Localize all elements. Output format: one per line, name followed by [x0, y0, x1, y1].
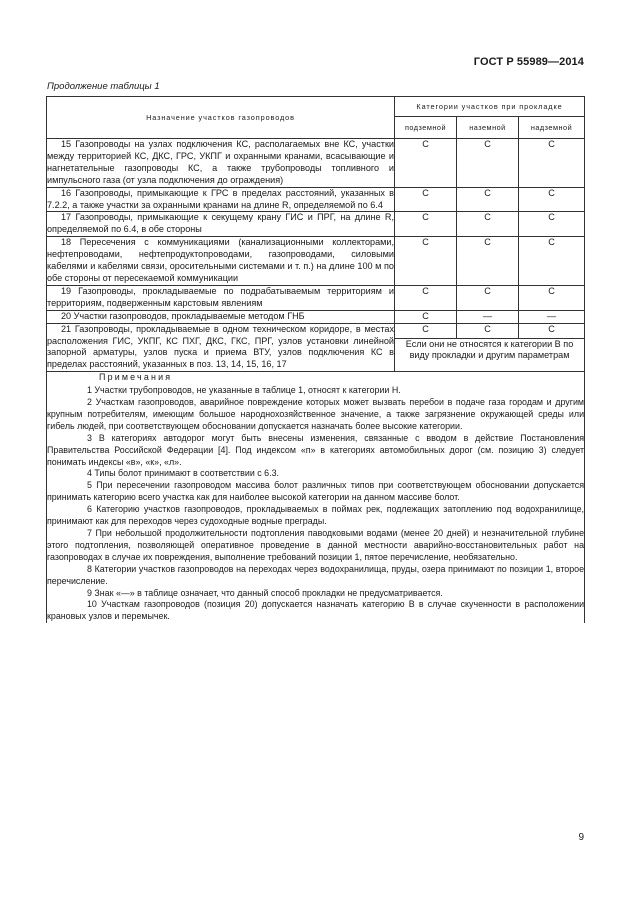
row-value-ground: С [457, 285, 519, 310]
column-header-name: Назначение участков газопроводов [47, 97, 395, 139]
row-description: 15 Газопроводы на узлах подключения КС, располагаемых вне КС, участки между территорией КС, ДКС, ГРС, УКПГ и охранными кранами, всасывающие и нагнетательные газопроводы КС, а также трубопроводы топливного и импульсного газа (от узла подключения до ограждения) [47, 139, 395, 188]
row-value-overground: С [519, 212, 585, 237]
table-row [47, 212, 585, 237]
row-value-ground: С [457, 212, 519, 237]
row-value-underground: С [395, 310, 457, 323]
table-row [47, 310, 585, 323]
table-row [47, 187, 585, 212]
row-description: 20 Участки газопроводов, прокладываемые методом ГНБ [47, 310, 395, 323]
page-number: 9 [578, 832, 584, 843]
note-item: 9 Знак «—» в таблице означает, что данный способ прокладки не предусматривается. [87, 587, 443, 598]
table-row [47, 237, 585, 286]
note-item: 3 В категориях автодорог могут быть внесены изменения, связанные с вводом в действие Постановления Правительства Российской Федерации [4]. Под индексом «п» в категориях автомобильных дорог (см. позицию 3) следует понимать индексы «в», «к», «л». [47, 432, 585, 467]
row-value-ground: — [457, 310, 519, 323]
row-value-overground: — [519, 310, 585, 323]
categories-table [46, 96, 585, 623]
note-item: 5 При пересечении газопроводом массива болот различных типов при соответствующем обосновании допускается принимать категорию всего участка как для наиболее высокой категории на данном массиве болот. [47, 480, 585, 503]
row-description: 18 Пересечения с коммуникациями (канализационными коллекторами, нефтепроводами, нефтепродуктопроводами, газопроводами, силовыми кабелями и кабелями связи, оросительными системами и т. п.) на длине 100 м по обе стороны от пересекаемой коммуникации [47, 237, 395, 286]
row-value-ground: С [457, 139, 519, 188]
column-header-category: Категории участков при прокладке [395, 97, 585, 117]
row-value-underground: С [395, 212, 457, 237]
row-value-underground: С [395, 139, 457, 188]
row-value-overground: С [519, 237, 585, 286]
document-id: ГОСТ Р 55989—2014 [473, 56, 584, 68]
row-value-underground: С [395, 187, 457, 212]
row-value-ground: С [457, 237, 519, 286]
row-value-overground: С [519, 187, 585, 212]
row-description: 17 Газопроводы, примыкающие к секущему крану ГИС и ПРГ, на длине R, определяемой по 6.4, в обе стороны [47, 212, 395, 237]
table-row [47, 139, 585, 188]
row-value-underground: С [395, 285, 457, 310]
row-value-overground: С [519, 139, 585, 188]
row-value-underground: С [395, 323, 457, 338]
note-item: 1 Участки трубопроводов, не указанные в таблице 1, относят к категории Н. [87, 385, 401, 396]
row-description: 16 Газопроводы, примыкающие к ГРС в пределах расстояний, указанных в 7.2.2, а также участки за охранными кранами на длине R, определяемой по 6.4 [47, 187, 395, 212]
notes-block [47, 372, 585, 624]
note-item: 7 При небольшой продолжительности подтопления паводковыми водами (менее 20 дней) и незначительной глубине этого подтопления, позволяющей оперативное проведение в данной местности аварийно-восстановительных работ на газопроводах в случае их повреждения, выполнение требований позиции 1, пятое перечисление, необязательно. [47, 528, 585, 562]
row-description: 19 Газопроводы, прокладываемые по подрабатываемым территориям и территориям, подверженным карстовым явлениям [47, 285, 395, 310]
row-value-overground: С [519, 285, 585, 310]
row-value-ground: С [457, 187, 519, 212]
note-item: 8 Категории участков газопроводов на переходах через водохранилища, пруды, озера принимают по позиции 1, второе перечисление. [47, 563, 585, 586]
note-item: 6 Категорию участков газопроводов, прокладываемых в поймах рек, подлежащих затоплению под водохранилище, принимают как для переходов через судоходные водные преграды. [47, 504, 585, 527]
note-item: 10 Участкам газопроводов (позиция 20) допускается назначать категорию В в случае скученности в расположении крановых узлов и перемычек. [47, 599, 585, 622]
row-note: Если они не относятся к категории В по виду прокладки и другим параметрам [395, 338, 585, 372]
table-row [47, 323, 585, 338]
notes-title: Примечания [99, 372, 173, 383]
subheader-overground: надземной [519, 117, 585, 139]
subheader-ground: наземной [457, 117, 519, 139]
notes-row [47, 372, 585, 624]
row-value-overground: С [519, 323, 585, 338]
note-item: 2 Участкам газопроводов, аварийное повреждение которых может вызвать перебои в подаче газа городам и другим крупным потребителям, имеющим большое народнохозяйственное значение, а также загрязнение окружающей среды или гибель людей, при соответствующем обосновании допускается назначать более высокие категории. [47, 397, 585, 431]
table-row [47, 285, 585, 310]
subheader-underground: подземной [395, 117, 457, 139]
row-description: 21 Газопроводы, прокладываемые в одном техническом коридоре, в местах расположения ГИС, УКПГ, КС ПХГ, ДКС, ГКС, ПРГ, узлов установки линейной запорной арматуры, узлов пуска и приема ВТУ, узлов подключения КС в пределах расстояний, указанных в поз. 13, 14, 15, 16, 17 [47, 323, 395, 372]
row-value-ground: С [457, 323, 519, 338]
note-item: 4 Типы болот принимают в соответствии с 6.3. [87, 468, 279, 479]
table-caption: Продолжение таблицы 1 [47, 81, 160, 92]
row-value-underground: С [395, 237, 457, 286]
